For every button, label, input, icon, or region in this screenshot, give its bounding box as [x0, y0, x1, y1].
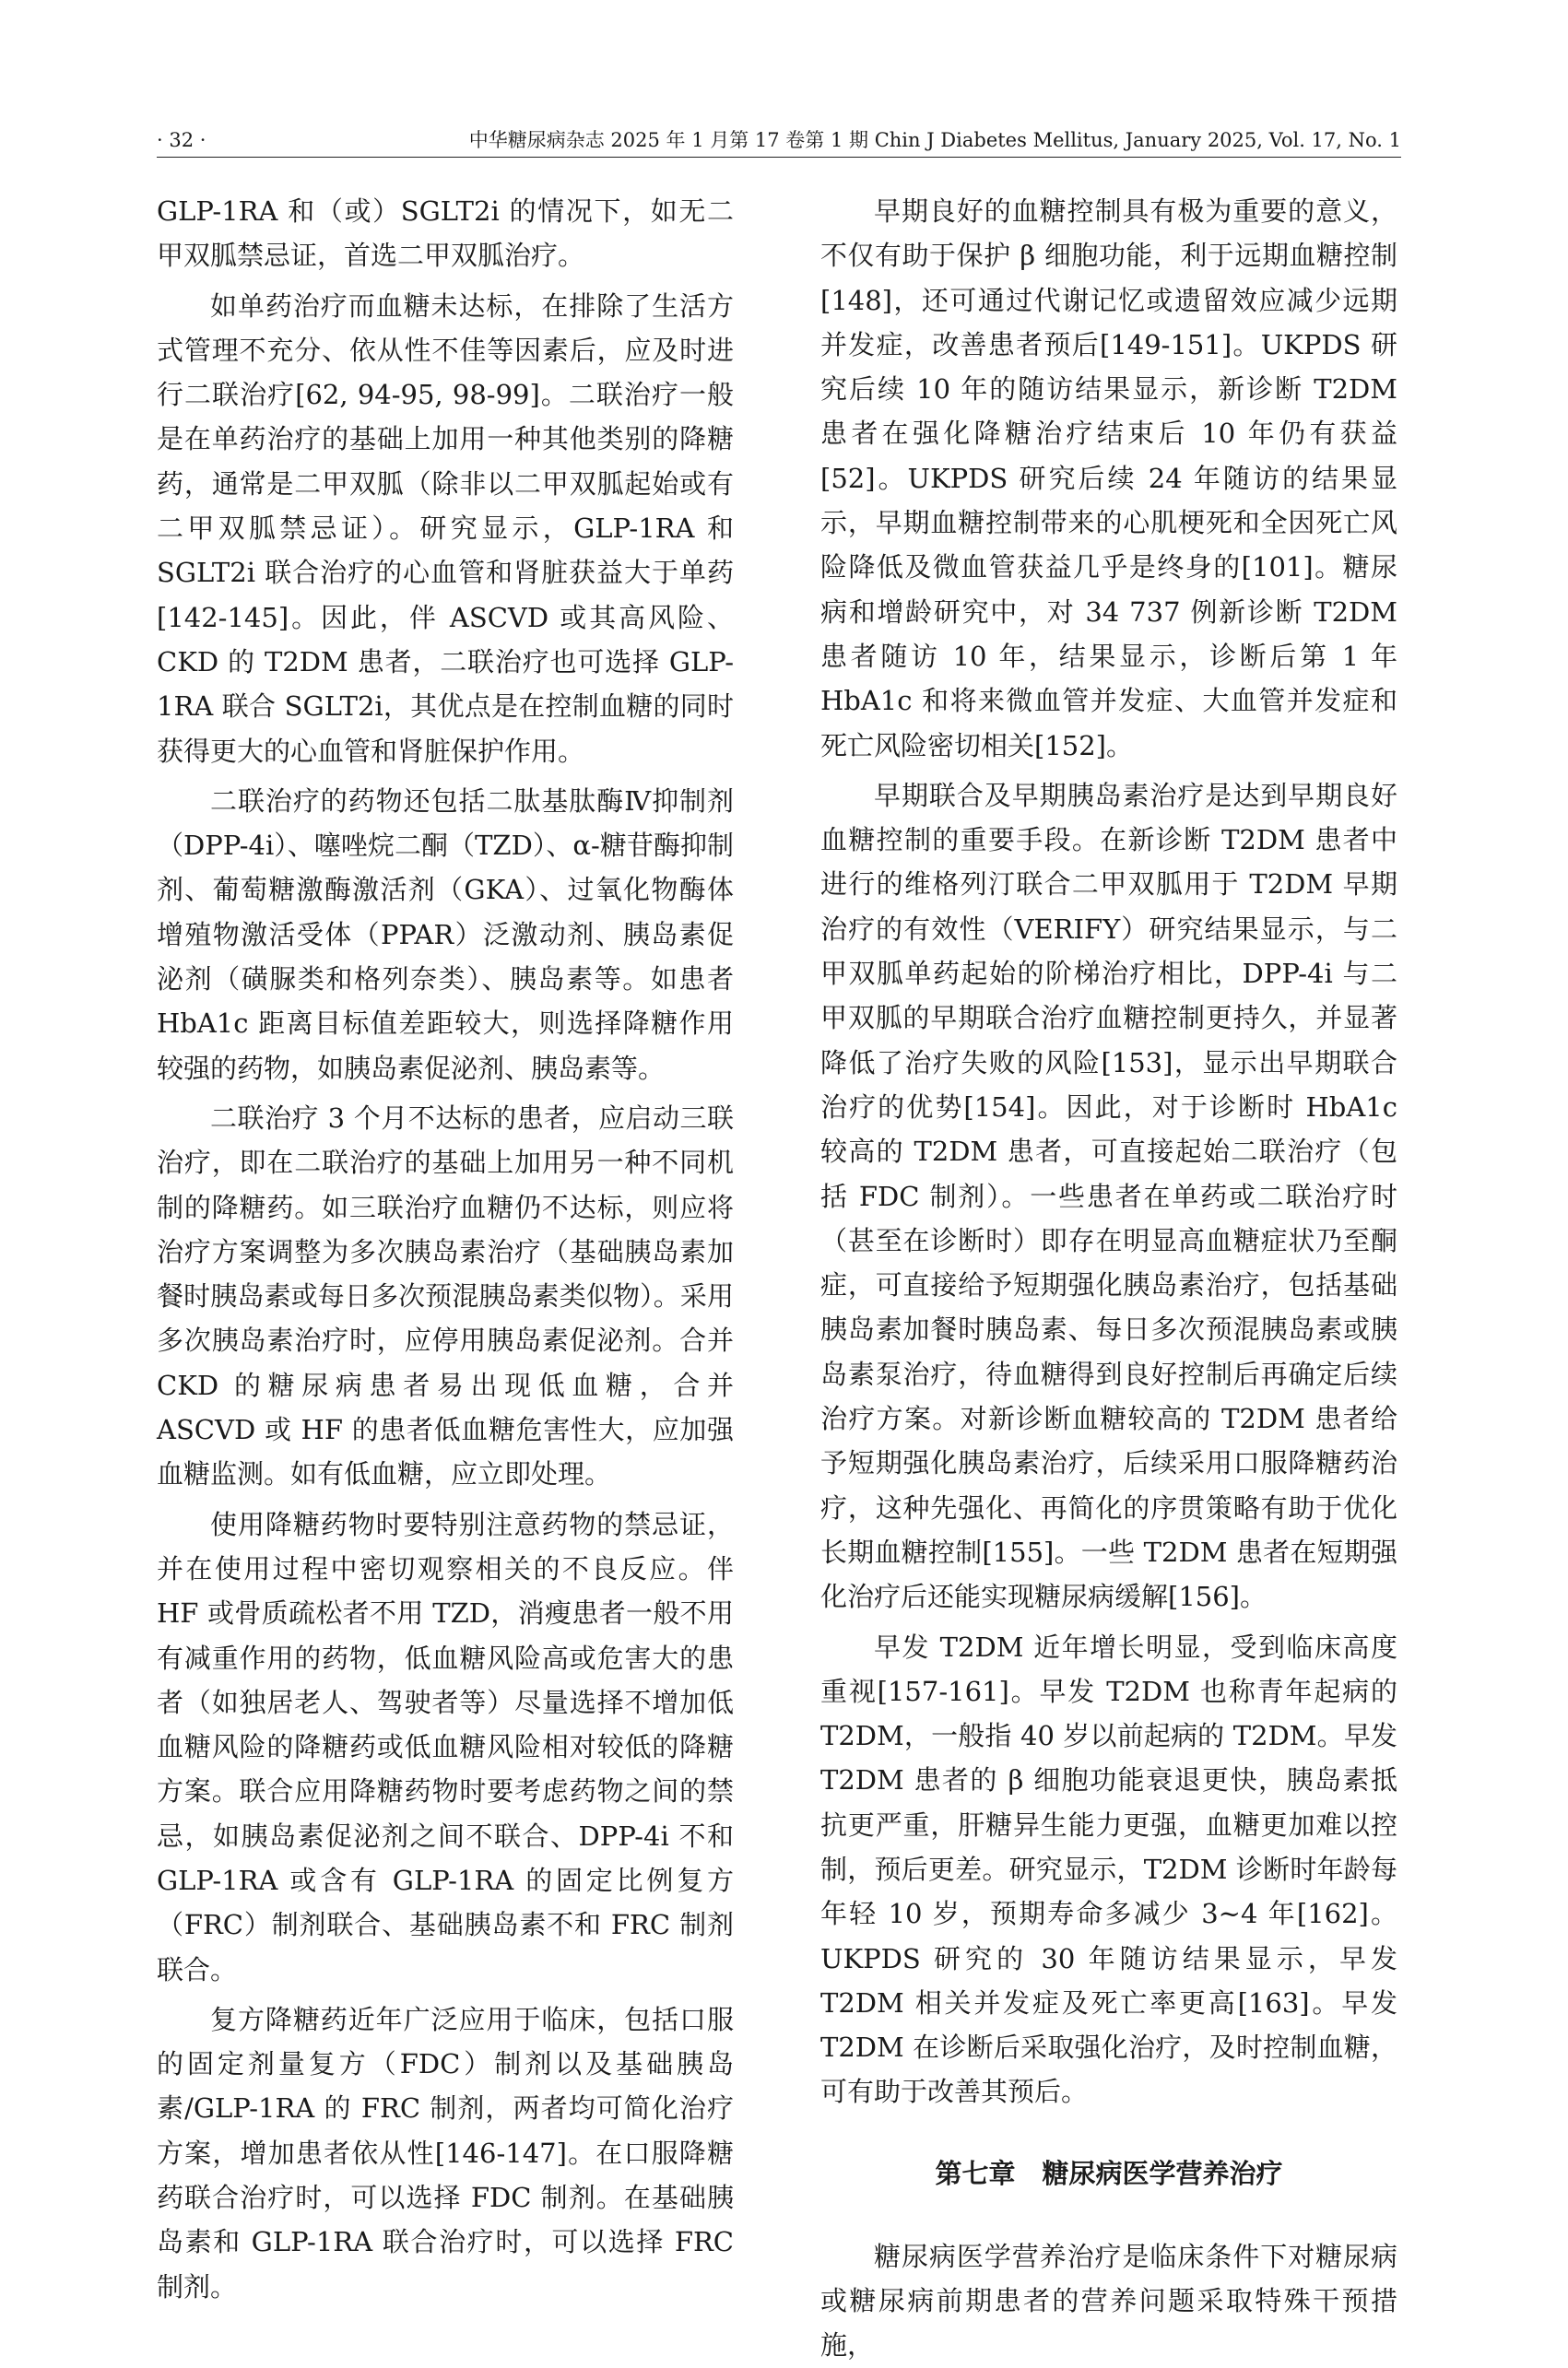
paragraph: GLP-1RA 和（或）SGLT2i 的情况下，如无二甲双胍禁忌证，首选二甲双胍治疗。 [157, 195, 734, 272]
right-column [820, 189, 1397, 2368]
paragraph: 如单药治疗而血糖未达标，在排除了生活方式管理不充分、依从性不佳等因素后，应及时进行二联治疗[62, 94-95, 98-99]。二联治疗一般是在单药治疗的基础上加用一种其他类别的降糖药，通常是二甲双胍（除非以二甲双胍起始或有二甲双胍禁忌证）。研究显示，GLP-1RA 和 SGLT2i 联合治疗的心血管和肾脏获益大于单药[142-145]。因此，伴 ASCVD 或其高风险、CKD 的 T2DM 患者，二联治疗也可选择 GLP-1RA 联合 SGLT2i，其优点是在控制血糖的同时获得更大的心血管和肾脏保护作用。 [157, 289, 734, 767]
paragraph: 使用降糖药物时要特别注意药物的禁忌证，并在使用过程中密切观察相关的不良反应。伴 HF 或骨质疏松者不用 TZD，消瘦患者一般不用有减重作用的药物，低血糖风险高或危害大的患者（如独居老人、驾驶者等）尽量选择不增加低血糖风险的降糖药或低血糖风险相对较低的降糖方案。联合应用降糖药物时要考虑药物之间的禁忌，如胰岛素促泌剂之间不联合、DPP-4i 不和 GLP-1RA 或含有 GLP-1RA 的固定比例复方（FRC）制剂联合、基础胰岛素不和 FRC 制剂联合。 [157, 1508, 734, 1985]
page-header [157, 127, 1401, 158]
paragraph: 早期联合及早期胰岛素治疗是达到早期良好血糖控制的重要手段。在新诊断 T2DM 患者中进行的维格列汀联合二甲双胍用于 T2DM 早期治疗的有效性（VERIFY）研究结果显示，与二甲双胍单药起始的阶梯治疗相比，DPP-4i 与二甲双胍的早期联合治疗血糖控制更持久，并显著降低了治疗失败的风险[153]，显示出早期联合治疗的优势[154]。因此，对于诊断时 HbA1c 较高的 T2DM 患者，可直接起始二联治疗（包括 FDC 制剂）。一些患者在单药或二联治疗时（甚至在诊断时）即存在明显高血糖症状乃至酮症，可直接给予短期强化胰岛素治疗，包括基础胰岛素加餐时胰岛素、每日多次预混胰岛素或胰岛素泵治疗，待血糖得到良好控制后再确定后续治疗方案。对新诊断血糖较高的 T2DM 患者给予短期强化胰岛素治疗，后续采用口服降糖药治疗，这种先强化、再简化的序贯策略有助于优化长期血糖控制[155]。一些 T2DM 患者在短期强化治疗后还能实现糖尿病缓解[156]。 [820, 779, 1397, 1613]
paragraph: 早期良好的血糖控制具有极为重要的意义，不仅有助于保护 β 细胞功能，利于远期血糖控制[148]，还可通过代谢记忆或遗留效应减少远期并发症，改善患者预后[149-151]。UKPDS 研究后续 10 年的随访结果显示，新诊断 T2DM 患者在强化降糖治疗结束后 10 年仍有获益[52]。UKPDS 研究后续 24 年随访的结果显示，早期血糖控制带来的心肌梗死和全因死亡风险降低及微血管获益几乎是终身的[101]。糖尿病和增龄研究中，对 34 737 例新诊断 T2DM 患者随访 10 年，结果显示，诊断后第 1 年 HbA1c 和将来微血管并发症、大血管并发症和死亡风险密切相关[152]。 [820, 195, 1397, 761]
left-column [157, 189, 734, 2309]
journal-citation: 中华糖尿病杂志 2025 年 1 月第 17 卷第 1 期 Chin J Diabetes Mellitus, January 2025, Vol. 17, No. 1 [468, 129, 1401, 151]
paragraph: 糖尿病医学营养治疗是临床条件下对糖尿病或糖尿病前期患者的营养问题采取特殊干预措施， [820, 2240, 1397, 2362]
paragraph: 复方降糖药近年广泛应用于临床，包括口服的固定剂量复方（FDC）制剂以及基础胰岛素/GLP-1RA 的 FRC 制剂，两者均可简化治疗方案，增加患者依从性[146-147]。在口服降糖药联合治疗时，可以选择 FDC 制剂。在基础胰岛素和 GLP-1RA 联合治疗时，可以选择 FRC 制剂。 [157, 2003, 734, 2303]
paragraph: 二联治疗的药物还包括二肽基肽酶Ⅳ抑制剂（DPP-4i）、噻唑烷二酮（TZD）、α-糖苷酶抑制剂、葡萄糖激酶激活剂（GKA）、过氧化物酶体增殖物激活受体（PPAR）泛激动剂、胰岛素促泌剂（磺脲类和格列奈类）、胰岛素等。如患者 HbA1c 距离目标值差距较大，则选择降糖作用较强的药物，如胰岛素促泌剂、胰岛素等。 [157, 784, 734, 1084]
chapter-heading: 第七章 糖尿病医学营养治疗 [935, 2157, 1283, 2189]
paragraph: 早发 T2DM 近年增长明显，受到临床高度重视[157-161]。早发 T2DM 也称青年起病的 T2DM，一般指 40 岁以前起病的 T2DM。早发 T2DM 患者的 β 细胞功能衰退更快，胰岛素抵抗更严重，肝糖异生能力更强，血糖更加难以控制，预后更差。研究显示，T2DM 诊断时年龄每年轻 10 岁，预期寿命多减少 3~4 年[162]。UKPDS 研究的 30 年随访结果显示，早发 T2DM 相关并发症及死亡率更高[163]。早发 T2DM 在诊断后采取强化治疗，及时控制血糖，可有助于改善其预后。 [820, 1631, 1397, 2108]
paragraph: 二联治疗 3 个月不达标的患者，应启动三联治疗，即在二联治疗的基础上加用另一种不同机制的降糖药。如三联治疗血糖仍不达标，则应将治疗方案调整为多次胰岛素治疗（基础胰岛素加餐时胰岛素或每日多次预混胰岛素类似物）。采用多次胰岛素治疗时，应停用胰岛素促泌剂。合并 CKD 的糖尿病患者易出现低血糖，合并 ASCVD 或 HF 的患者低血糖危害性大，应加强血糖监测。如有低血糖，应立即处理。 [157, 1102, 734, 1490]
page-number: · 32 · [157, 129, 206, 151]
